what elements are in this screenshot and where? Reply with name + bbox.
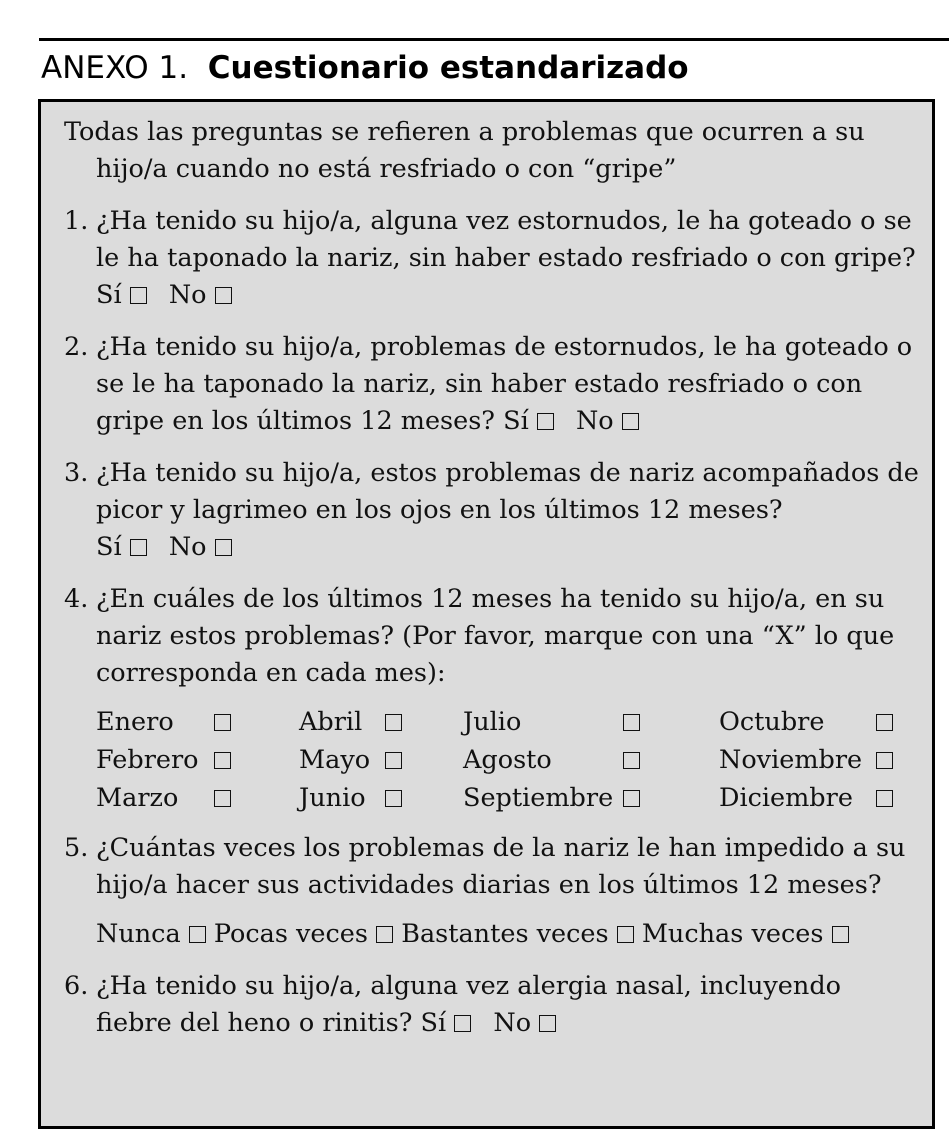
freq-bastantes-checkbox[interactable] [617,926,634,943]
month-septiembre: Septiembre [463,783,614,813]
q6-no-checkbox[interactable] [539,1015,556,1032]
month-agosto-checkbox[interactable] [623,752,640,769]
month-enero-checkbox[interactable] [214,714,231,731]
freq-pocas-label: Pocas veces [213,919,368,949]
month-julio-checkbox[interactable] [623,714,640,731]
q6-yes-label: Sí [420,1008,447,1038]
questionnaire-title: Cuestionario estandarizado [207,50,689,86]
q3-no-checkbox[interactable] [215,539,232,556]
q2-yes-checkbox[interactable] [537,413,554,430]
question-6 [64,968,924,1042]
freq-bastantes-label: Bastantes veces [401,919,609,949]
freq-pocas-checkbox[interactable] [376,926,393,943]
q2-no-label: No [575,406,614,436]
question-5-text: ¿Cuántas veces los problemas de la nariz le han impedido a su hijo/a hacer sus actividades diarias en los últimos 12 meses? [96,833,906,900]
q1-yes-label: Sí [96,280,122,310]
q1-yes-checkbox[interactable] [130,287,147,304]
q3-no-label: No [168,532,207,562]
question-1-text: ¿Ha tenido su hijo/a, alguna vez estornudos, le ha goteado o se le ha taponado la nariz, sin haber estado resfriado o con gripe? [96,206,916,273]
question-4-number: 4. [64,584,89,614]
question-2 [64,329,924,440]
freq-nunca-label: Nunca [96,919,181,949]
question-2-number: 2. [64,332,89,362]
freq-muchas-label: Muchas veces [641,919,824,949]
question-5 [64,830,924,904]
q6-yes-checkbox[interactable] [454,1015,471,1032]
month-octubre-checkbox[interactable] [876,714,893,731]
top-rule [39,38,949,41]
question-6-number: 6. [64,971,89,1001]
freq-muchas-checkbox[interactable] [832,926,849,943]
month-marzo: Marzo [96,783,179,813]
question-3-number: 3. [64,458,89,488]
month-abril: Abril [299,707,363,737]
freq-nunca-checkbox[interactable] [189,926,206,943]
month-junio: Junio [299,783,366,813]
month-mayo: Mayo [299,745,371,775]
question-4-text: ¿En cuáles de los últimos 12 meses ha tenido su hijo/a, en su nariz estos problemas? (Por favor, marque con una “X” lo que corresponda en cada mes): [96,584,895,688]
question-4 [64,581,924,692]
month-abril-checkbox[interactable] [385,714,402,731]
month-agosto: Agosto [463,745,552,775]
question-2-text: ¿Ha tenido su hijo/a, problemas de estornudos, le ha goteado o se le ha taponado la nariz, sin haber estado resfriado o con gripe en los últimos 12 meses? [96,332,913,436]
question-3-text: ¿Ha tenido su hijo/a, estos problemas de nariz acompañados de picor y lagrimeo en los ojos en los últimos 12 meses? [96,458,919,525]
month-diciembre-checkbox[interactable] [876,790,893,807]
q2-yes-label: Sí [503,406,529,436]
question-1 [64,203,924,314]
month-febrero: Febrero [96,745,199,775]
month-octubre: Octubre [719,707,825,737]
months-grid [96,704,924,818]
intro-text: Todas las preguntas se refieren a problemas que ocurren a su hijo/a cuando no está resfriado o con “gripe” [64,117,865,184]
question-5-number: 5. [64,833,89,863]
month-enero: Enero [96,707,174,737]
q3-yes-label: Sí [96,532,122,562]
q3-yes-checkbox[interactable] [130,539,147,556]
month-junio-checkbox[interactable] [385,790,402,807]
month-julio: Julio [463,707,522,737]
month-septiembre-checkbox[interactable] [623,790,640,807]
month-diciembre: Diciembre [719,783,853,813]
q2-no-checkbox[interactable] [622,413,639,430]
q6-no-label: No [493,1008,532,1038]
questionnaire-content [64,114,924,1042]
q1-no-label: No [168,280,207,310]
month-noviembre: Noviembre [719,745,863,775]
question-1-number: 1. [64,206,89,236]
question-3 [64,455,924,566]
frequency-options [64,916,924,953]
month-marzo-checkbox[interactable] [214,790,231,807]
q1-no-checkbox[interactable] [215,287,232,304]
month-mayo-checkbox[interactable] [385,752,402,769]
month-noviembre-checkbox[interactable] [876,752,893,769]
annex-label: ANEXO 1. [41,50,189,86]
month-febrero-checkbox[interactable] [214,752,231,769]
page-title [41,48,689,88]
question-6-text: ¿Ha tenido su hijo/a, alguna vez alergia nasal, incluyendo fiebre del heno o rinitis? [96,971,841,1038]
